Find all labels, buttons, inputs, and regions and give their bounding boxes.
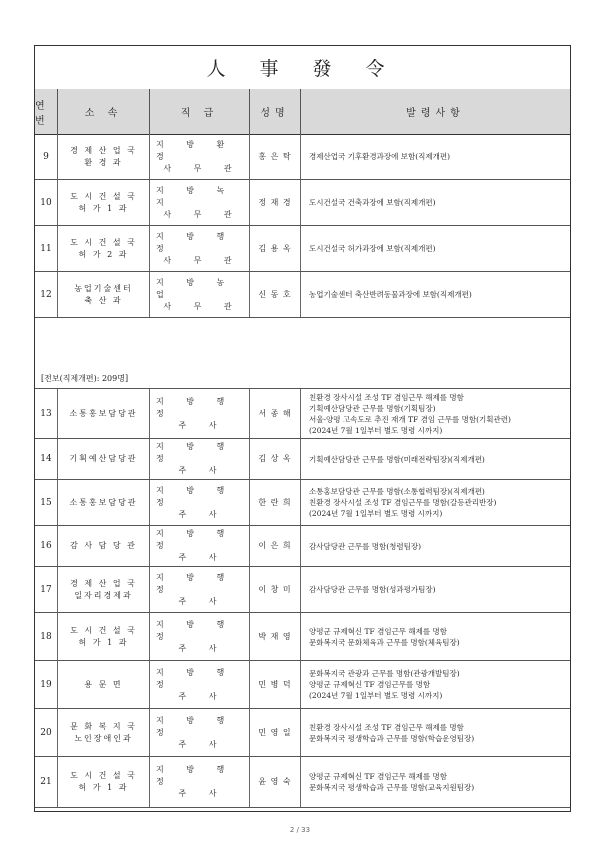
table-row <box>35 757 570 808</box>
row-name: 서 종 해 <box>250 389 301 438</box>
row-department: 도 시 건 설 국 허 가 2 과 <box>58 226 150 271</box>
header-dept: 소 속 <box>58 89 150 134</box>
row-number: 10 <box>35 180 58 225</box>
row-grade <box>150 272 250 317</box>
row-department: 도 시 건 설 국 허 가 1 과 <box>58 757 150 807</box>
table-row <box>35 480 570 526</box>
table-row <box>35 567 570 613</box>
row-grade <box>150 439 250 479</box>
row-name: 민 영 일 <box>250 709 301 756</box>
row-name: 박 재 영 <box>250 613 301 660</box>
row-grade <box>150 480 250 525</box>
page-number: 2 / 33 <box>289 826 311 834</box>
row-grade-line2: 주 사 <box>178 739 227 749</box>
row-name: 민 병 덕 <box>250 661 301 708</box>
row-number: 18 <box>35 613 58 660</box>
row-detail: 친환경 장사시설 조성 TF 겸임근무 해제를 명함 문화복지국 평생학습과 근무를 명함(학습운영팀장) <box>309 722 475 743</box>
row-grade <box>150 389 250 438</box>
row-grade-line2: 주 사 <box>178 789 227 798</box>
table-header <box>35 89 570 135</box>
row-grade <box>150 134 250 179</box>
row-grade-line1: 지 방 행 정 <box>156 231 235 253</box>
row-department: 경 제 산 업 국 일자리경제과 <box>58 567 150 612</box>
row-grade-line1: 지 방 행 정 <box>156 442 235 463</box>
row-number: 11 <box>35 226 58 271</box>
row-name: 김 용 옥 <box>250 226 301 271</box>
row-name: 김 상 옥 <box>250 439 301 479</box>
row-grade-line1: 지 방 농 업 <box>156 277 235 299</box>
order-table <box>34 45 571 812</box>
row-grade-line2: 사 무 관 <box>163 301 242 311</box>
row-name: 신 동 호 <box>250 272 301 317</box>
row-grade-line2: 주 사 <box>178 553 227 562</box>
row-grade-line1: 지 방 행 정 <box>156 396 235 418</box>
row-grade <box>150 226 250 271</box>
row-number: 20 <box>35 709 58 756</box>
row-grade-line2: 주 사 <box>178 420 227 430</box>
row-detail: 친환경 장사시설 조성 TF 겸임근무 해제를 명함 기획예산담당관 근무를 명함(기획팀장) 서울-양평 고속도로 추진 재개 TF 겸임 근무를 명함(기획관련) (2024년 7월 1일부터 별도 명령 시까지) <box>309 392 511 435</box>
section-label: [전보(직제개편): 209명] <box>35 368 570 389</box>
row-detail: 양평군 규제혁신 TF 겸임근무 해제를 명함 문화복지국 문화체육과 근무를 명함(체육팀장) <box>309 626 460 647</box>
row-department: 농업기술센터 축 산 과 <box>58 272 150 317</box>
row-grade <box>150 567 250 612</box>
row-grade-line2: 주 사 <box>178 691 227 701</box>
table-row <box>35 709 570 757</box>
page-title: 人 事 發 令 <box>35 46 570 90</box>
table-row <box>35 226 570 272</box>
row-detail: 양평군 규제혁신 TF 겸임근무 해제를 명함 문화복지국 평생학습과 근무를 명함(교육지원팀장) <box>309 772 475 792</box>
row-grade-line1: 지 방 행 정 <box>156 529 235 550</box>
row-name: 이 은 희 <box>250 526 301 566</box>
row-department: 용 문 면 <box>58 661 150 708</box>
row-grade-line2: 주 사 <box>178 643 227 653</box>
row-name: 정 재 경 <box>250 180 301 225</box>
row-number: 12 <box>35 272 58 317</box>
table-row <box>35 439 570 480</box>
row-department: 소통홍보담당관 <box>58 480 150 525</box>
row-detail: 문화복지국 관광과 근무를 명함(관광개발팀장) 양평군 규제혁신 TF 겸임근무를 명함 (2024년 7월 1일부터 별도 명령 시까지) <box>309 669 460 700</box>
row-grade-line1: 지 방 행 정 <box>156 619 235 641</box>
row-grade-line2: 주 사 <box>178 466 227 475</box>
row-department: 도 시 건 설 국 허 가 1 과 <box>58 180 150 225</box>
row-detail: 도시건설국 건축과장에 보함(직제개편) <box>309 198 436 207</box>
table-row <box>35 134 570 180</box>
row-grade-line2: 사 무 관 <box>163 255 242 265</box>
row-number: 13 <box>35 389 58 438</box>
row-detail: 농업기술센터 축산반려동물과장에 보함(직제개편) <box>309 290 472 299</box>
row-grade-line2: 주 사 <box>178 509 227 519</box>
row-detail: 감사담당관 근무를 명함(성과평가팀장) <box>309 585 436 594</box>
row-grade-line1: 지 방 행 정 <box>156 765 235 786</box>
row-number: 21 <box>35 757 58 807</box>
row-name: 한 란 희 <box>250 480 301 525</box>
row-number: 9 <box>35 134 58 179</box>
row-grade <box>150 180 250 225</box>
table-row <box>35 613 570 661</box>
row-grade <box>150 757 250 807</box>
row-detail: 감사담당관 근무를 명함(청렴팀장) <box>309 541 422 551</box>
row-grade-line1: 지 방 환 경 <box>156 139 235 161</box>
row-number: 19 <box>35 661 58 708</box>
row-name: 이 창 미 <box>250 567 301 612</box>
row-name: 윤 영 숙 <box>250 757 301 807</box>
row-grade-line1: 지 방 녹 지 <box>156 185 235 207</box>
row-grade-line1: 지 방 행 정 <box>156 485 235 507</box>
row-number: 17 <box>35 567 58 612</box>
row-department: 소통홍보담당관 <box>58 389 150 438</box>
row-grade <box>150 613 250 660</box>
row-number: 16 <box>35 526 58 566</box>
row-grade-line1: 지 방 행 정 <box>156 667 235 689</box>
row-grade <box>150 661 250 708</box>
row-grade-line1: 지 방 행 정 <box>156 715 235 737</box>
row-number: 15 <box>35 480 58 525</box>
row-name: 홍 은 탁 <box>250 134 301 179</box>
table-row <box>35 272 570 318</box>
header-detail: 발령사항 <box>406 108 465 119</box>
row-department: 도 시 건 설 국 허 가 1 과 <box>58 613 150 660</box>
row-grade-line2: 사 무 관 <box>163 209 242 219</box>
header-name: 성명 <box>250 89 301 134</box>
row-department: 문 화 복 지 국 노인장애인과 <box>58 709 150 756</box>
header-no: 연번 <box>35 89 58 134</box>
table-row <box>35 389 570 439</box>
row-department: 경 제 산 업 국 환 경 과 <box>58 134 150 179</box>
row-grade-line1: 지 방 행 정 <box>156 572 235 594</box>
row-detail: 도시건설국 허가과장에 보함(직제개편) <box>309 244 436 253</box>
table-row <box>35 180 570 226</box>
row-grade-line2: 주 사 <box>178 596 227 606</box>
row-detail: 소통홍보담당관 근무를 명함(소통협력팀장)(직제개편) 친환경 장사시설 조성 TF 겸임근무를 명함(갈등관리반장) (2024년 7월 1일부터 별도 명령 시까지) <box>309 487 497 518</box>
row-grade <box>150 709 250 756</box>
table-row <box>35 526 570 567</box>
header-grade: 직 급 <box>150 89 250 134</box>
row-department: 기획예산담당관 <box>58 439 150 479</box>
row-detail: 기획예산담당관 근무를 명함(미래전략팀장)(직제개편) <box>309 454 485 464</box>
row-number: 14 <box>35 439 58 479</box>
row-grade-line2: 사 무 관 <box>163 163 242 173</box>
row-department: 감 사 담 당 관 <box>58 526 150 566</box>
row-detail: 경제산업국 기후환경과장에 보함(직제개편) <box>309 152 451 161</box>
table-row <box>35 661 570 709</box>
row-grade <box>150 526 250 566</box>
